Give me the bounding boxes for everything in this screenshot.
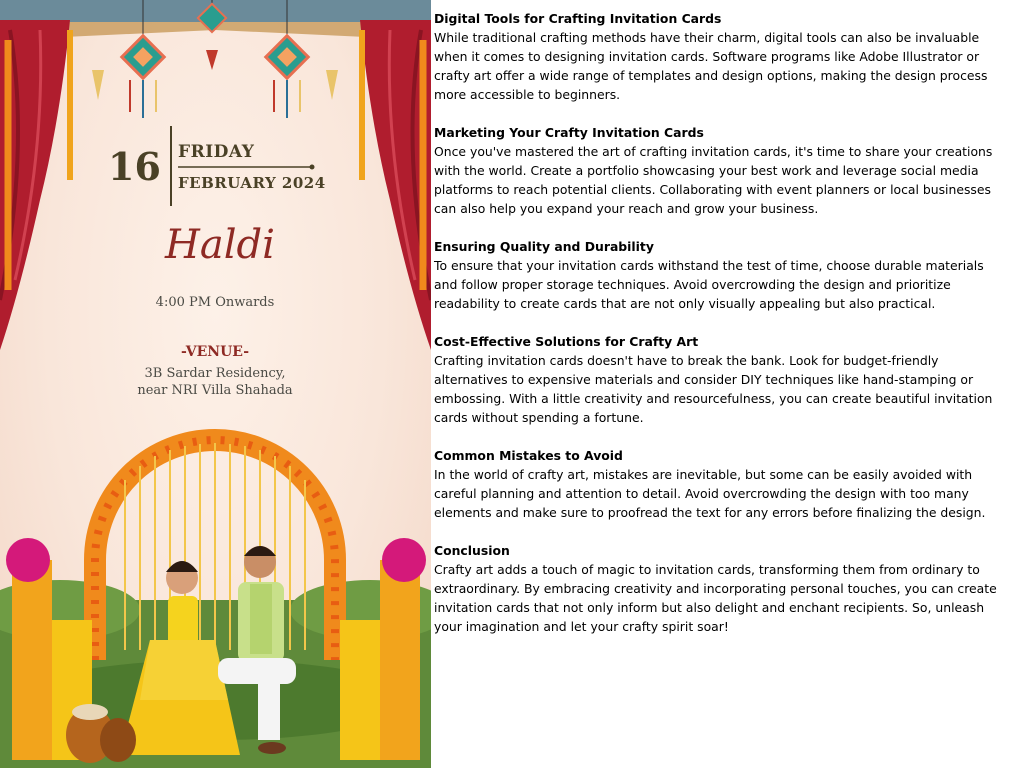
section-body: In the world of crafty art, mistakes are inevitable, but some can be easily avoided with careful planning and attention to detail. Avoid overcrowding the design with too many elements and make sure to proofread the text for any errors before finalizing the design. [434, 467, 986, 520]
article-section-mistakes [434, 446, 1009, 522]
section-heading: Ensuring Quality and Durability [434, 239, 654, 254]
section-body: Once you've mastered the art of crafting invitation cards, it's time to share your creations with the world. Create a portfolio showcasing your best work and leverage social media platforms to reach potential clients. Collaborating with event planners or local businesses can also help you expand your reach and grow your business. [434, 144, 993, 216]
tassel [92, 70, 104, 100]
article-section-conclusion [434, 541, 1009, 636]
section-heading: Conclusion [434, 543, 510, 558]
article-section-marketing [434, 123, 1009, 218]
article-text [434, 9, 1009, 636]
section-body: Crafty art adds a touch of magic to invitation cards, transforming them from ordinary to extraordinary. By embracing creativity and incorporating personal touches, you can create invitation cards that not only inform but also delight and enchant recipients. So, unleash your imagination and let your crafty spirit soar! [434, 562, 997, 634]
section-heading: Digital Tools for Crafting Invitation Cards [434, 11, 722, 26]
invitation-time: 4:00 PM Onwards [155, 295, 275, 310]
invitation-venue-line2: near NRI Villa Shahada [137, 383, 293, 398]
invitation-event-name: Haldi [165, 222, 275, 268]
right-pedestal [340, 538, 426, 760]
article-section-quality [434, 237, 1009, 313]
article-section-cost-effective [434, 332, 1009, 427]
invitation-weekday: FRIDAY [178, 142, 255, 162]
section-body: To ensure that your invitation cards withstand the test of time, choose durable materials and follow proper storage techniques. Avoid overcrowding the design and prioritize readability to create cards that are not only visually appealing but also practical. [434, 258, 984, 311]
section-heading: Common Mistakes to Avoid [434, 448, 623, 463]
invitation-venue-label: -VENUE- [180, 344, 250, 360]
section-body: Crafting invitation cards doesn't have to break the bank. Look for budget-friendly alternatives to expensive materials and consider DIY techniques like hand-stamping or embossing. With a little creativity and resourcefulness, you can create beautiful invitation cards without spending a fortune. [434, 353, 993, 425]
section-body: While traditional crafting methods have their charm, digital tools can also be invaluable when it comes to designing invitation cards. Software programs like Adobe Illustrator or crafty art offer a wide range of templates and design options, making the design process more accessible to beginners. [434, 30, 988, 102]
invitation-card-image [0, 0, 431, 768]
invitation-venue-line1: 3B Sardar Residency, [144, 366, 286, 381]
article-section-digital-tools [434, 9, 1009, 104]
section-heading: Marketing Your Crafty Invitation Cards [434, 125, 704, 140]
invitation-day: 16 [108, 144, 161, 189]
section-heading: Cost-Effective Solutions for Crafty Art [434, 334, 699, 349]
invitation-month-year: FEBRUARY 2024 [178, 174, 326, 192]
tassel [326, 70, 338, 100]
